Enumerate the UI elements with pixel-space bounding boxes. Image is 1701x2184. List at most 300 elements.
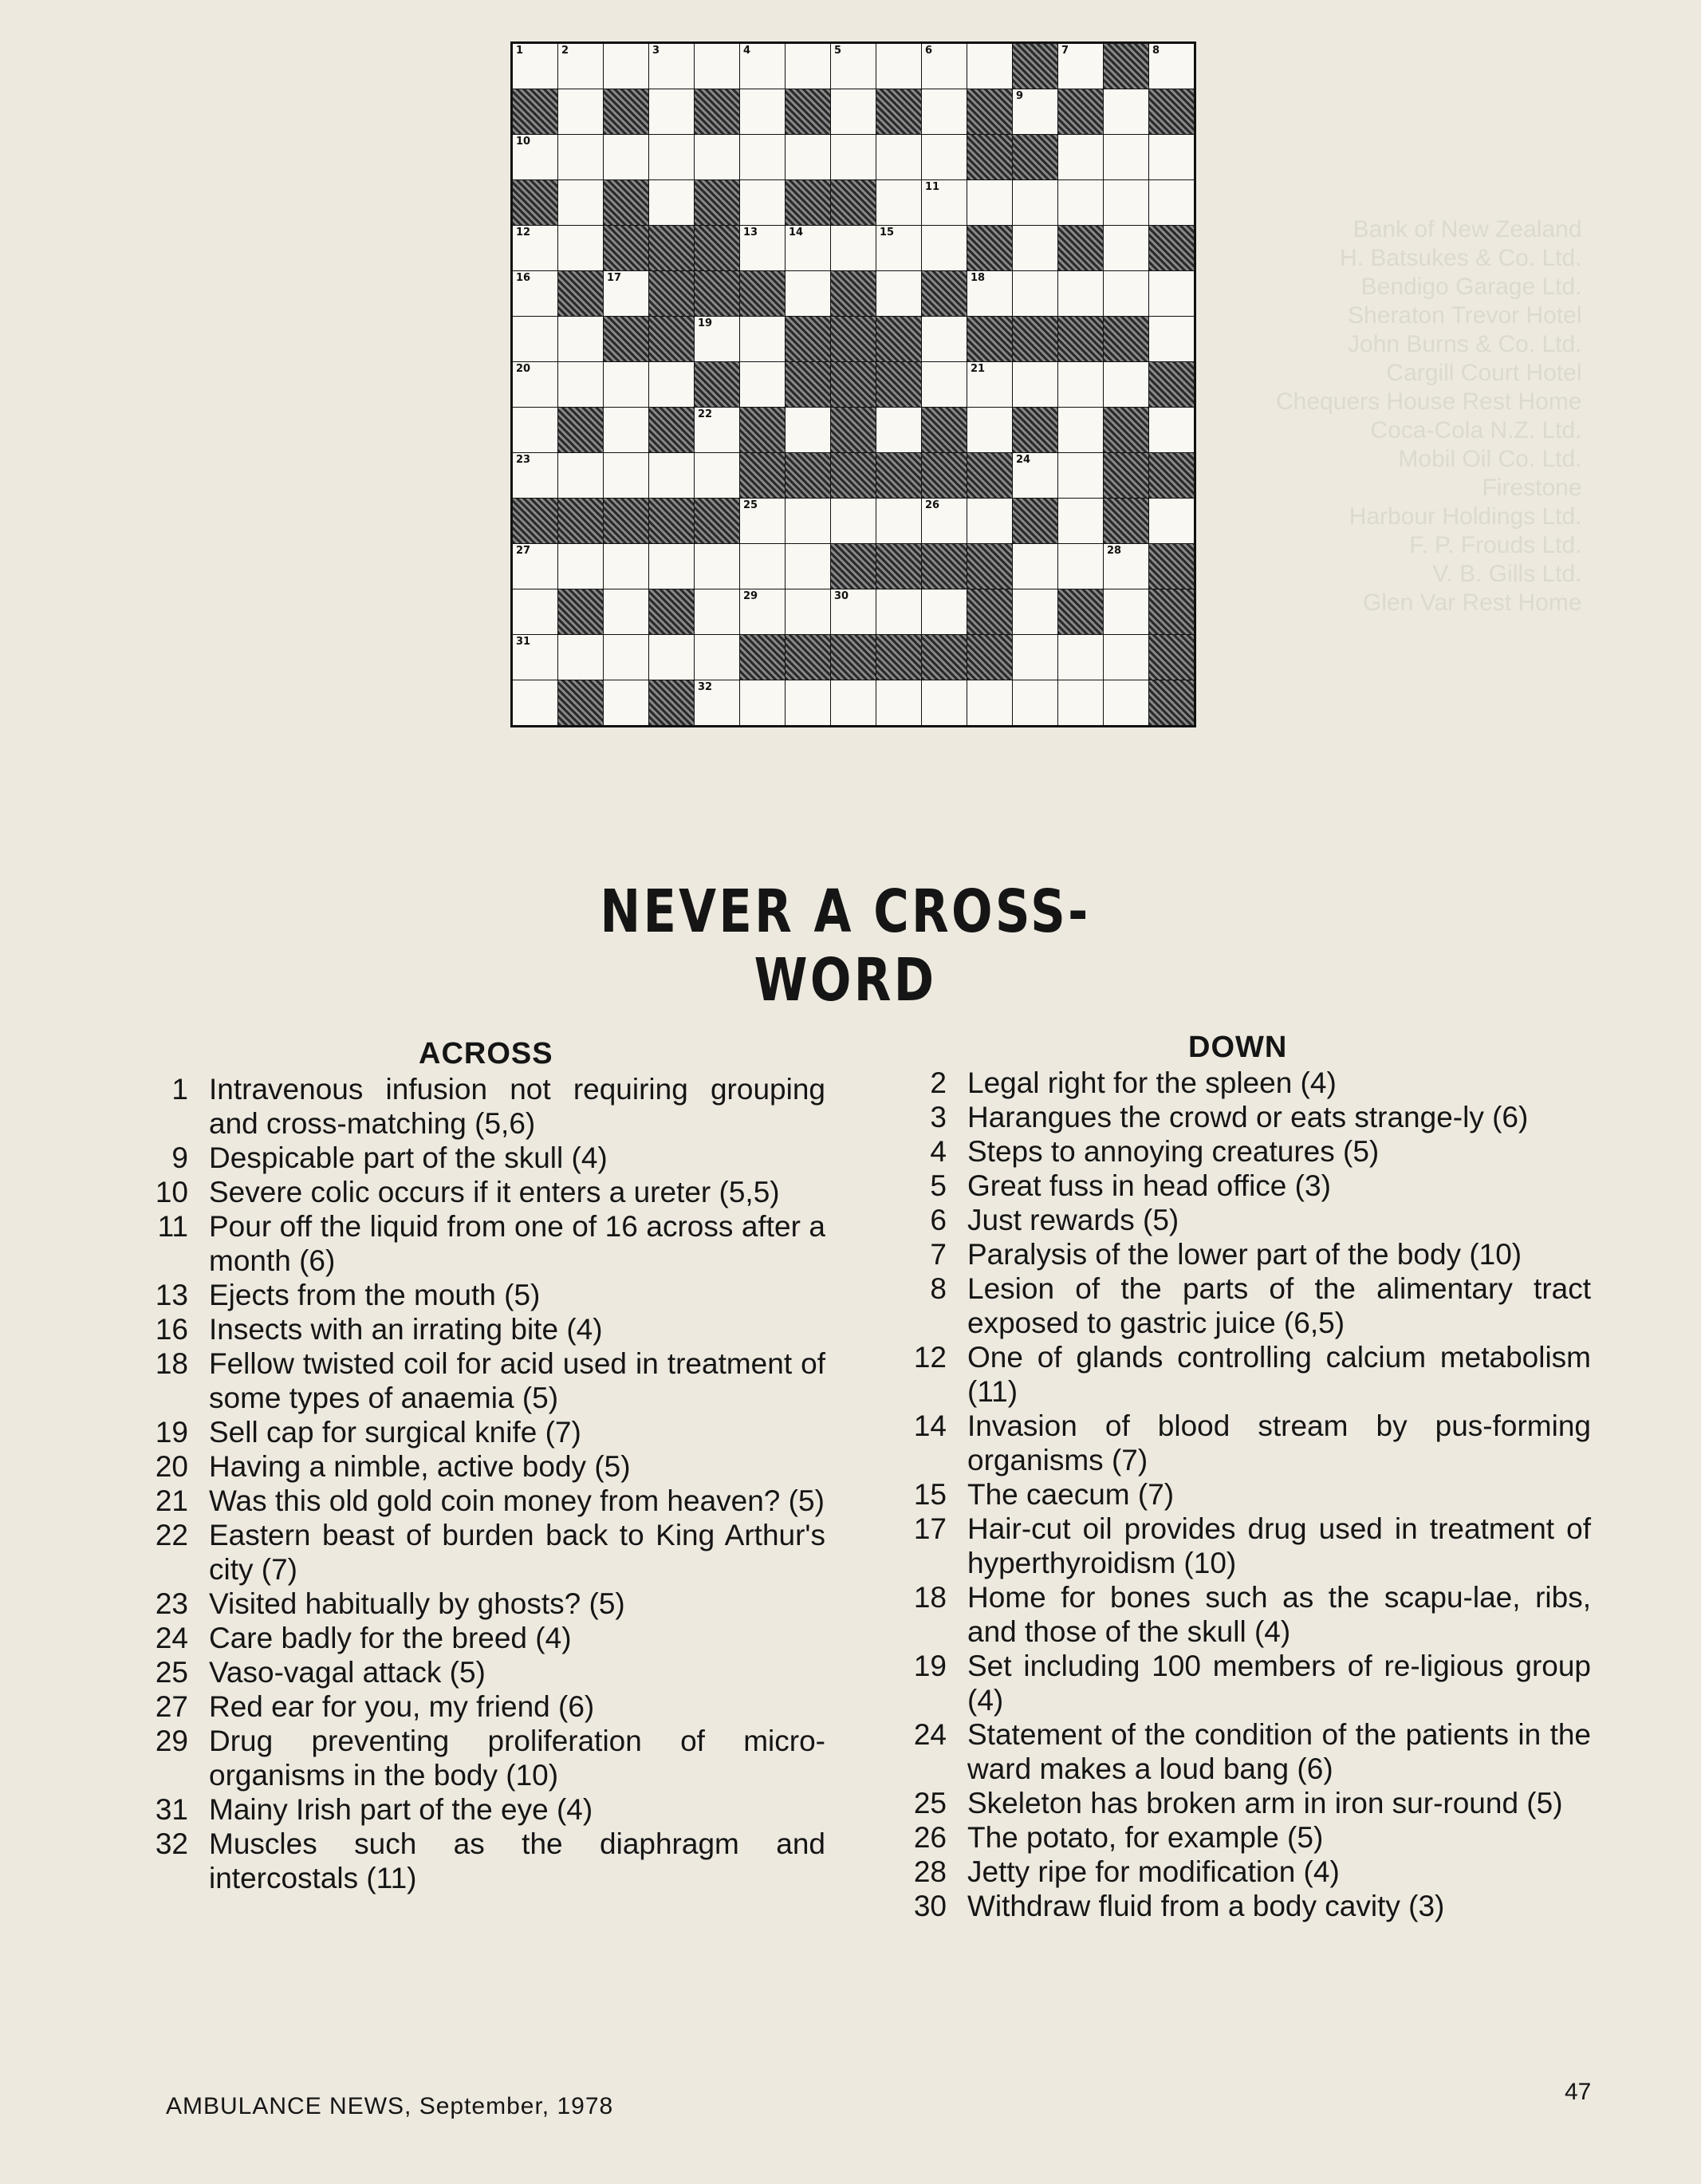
across-clue — [144, 1518, 825, 1587]
grid-cell-black — [558, 408, 603, 452]
grid-cell-white[interactable] — [513, 271, 557, 316]
across-clue — [144, 1484, 825, 1518]
grid-cell-white[interactable] — [1013, 362, 1057, 407]
clue-text: Harangues the crowd or eats strange-ly (6) — [967, 1101, 1529, 1133]
grid-cell-white[interactable] — [649, 362, 694, 407]
grid-clue-number: 3 — [652, 45, 660, 57]
grid-clue-number: 32 — [698, 681, 713, 693]
clue-number: 4 — [930, 1135, 947, 1168]
grid-cell-white[interactable] — [1058, 635, 1103, 680]
grid-cell-white[interactable] — [786, 135, 830, 179]
clue-text: Paralysis of the lower part of the body (10) — [967, 1238, 1522, 1271]
grid-cell-white[interactable] — [967, 680, 1012, 725]
clue-text: The potato, for example (5) — [967, 1821, 1324, 1854]
across-clue — [144, 1689, 825, 1724]
grid-cell-black — [967, 589, 1012, 634]
grid-cell-white[interactable] — [1104, 135, 1148, 179]
grid-cell-white[interactable] — [876, 180, 921, 225]
grid-cell-white[interactable] — [558, 362, 603, 407]
grid-cell-white[interactable] — [1104, 589, 1148, 634]
grid-cell-black — [876, 544, 921, 589]
clue-text: Vaso-vagal attack (5) — [209, 1656, 486, 1689]
grid-cell-black — [695, 89, 739, 134]
across-clue — [144, 1072, 825, 1141]
crossword-grid-wrapper — [510, 41, 1196, 727]
grid-cell-white[interactable] — [513, 408, 557, 452]
grid-clue-number: 2 — [561, 45, 569, 57]
grid-clue-number: 7 — [1061, 45, 1069, 57]
grid-clue-number: 17 — [607, 272, 622, 284]
grid-cell-white[interactable] — [558, 317, 603, 361]
grid-cell-white[interactable] — [876, 271, 921, 316]
grid-cell-white[interactable] — [695, 453, 739, 498]
grid-cell-white[interactable] — [1058, 180, 1103, 225]
clue-number: 1 — [171, 1073, 188, 1106]
clue-text: Jetty ripe for modification (4) — [967, 1855, 1340, 1888]
grid-cell-white[interactable] — [513, 680, 557, 725]
grid-cell-white[interactable] — [786, 544, 830, 589]
grid-cell-white[interactable] — [967, 180, 1012, 225]
clue-text: Visited habitually by ghosts? (5) — [209, 1587, 625, 1620]
grid-cell-black — [740, 453, 785, 498]
grid-cell-white[interactable] — [513, 635, 557, 680]
grid-cell-white[interactable] — [831, 44, 876, 89]
grid-cell-black — [558, 589, 603, 634]
across-clue — [144, 1449, 825, 1484]
grid-clue-number: 26 — [925, 499, 940, 511]
grid-clue-number: 13 — [743, 227, 758, 239]
grid-cell-white[interactable] — [558, 89, 603, 134]
grid-cell-black — [695, 362, 739, 407]
grid-cell-white[interactable] — [786, 680, 830, 725]
grid-cell-black — [558, 271, 603, 316]
grid-cell-black — [922, 271, 967, 316]
grid-clue-number: 27 — [516, 545, 531, 557]
clue-text: Withdraw fluid from a body cavity (3) — [967, 1890, 1445, 1922]
down-clue — [905, 1717, 1591, 1786]
clue-text: Skeleton has broken arm in iron sur-round (5) — [967, 1787, 1563, 1819]
across-clue — [144, 1346, 825, 1415]
grid-cell-black — [831, 362, 876, 407]
down-heading: DOWN — [1188, 1031, 1288, 1064]
grid-cell-white[interactable] — [558, 180, 603, 225]
grid-cell-black — [1149, 635, 1194, 680]
clue-number: 23 — [155, 1587, 188, 1620]
clue-number: 29 — [155, 1725, 188, 1757]
grid-cell-white[interactable] — [922, 317, 967, 361]
grid-cell-white[interactable] — [649, 44, 694, 89]
clue-text: Eastern beast of burden back to King Arthur's city (7) — [209, 1519, 825, 1586]
grid-clue-number: 11 — [925, 181, 940, 193]
clue-number: 28 — [913, 1855, 947, 1888]
grid-cell-black — [1058, 89, 1103, 134]
grid-cell-black — [740, 635, 785, 680]
grid-cell-white[interactable] — [922, 589, 967, 634]
across-clue — [144, 1141, 825, 1175]
clue-number: 17 — [913, 1512, 947, 1545]
grid-cell-white[interactable] — [1013, 453, 1057, 498]
grid-cell-white[interactable] — [513, 362, 557, 407]
grid-cell-white[interactable] — [1149, 408, 1194, 452]
grid-cell-black — [1013, 44, 1057, 89]
grid-cell-white[interactable] — [1149, 180, 1194, 225]
clue-text: Drug preventing proliferation of micro-organisms in the body (10) — [209, 1725, 825, 1792]
grid-cell-white[interactable] — [649, 135, 694, 179]
grid-cell-white[interactable] — [513, 453, 557, 498]
grid-cell-white[interactable] — [831, 680, 876, 725]
across-clue-list — [144, 1072, 825, 1895]
clue-text: Despicable part of the skull (4) — [209, 1141, 608, 1174]
grid-cell-black — [786, 635, 830, 680]
grid-clue-number: 1 — [516, 45, 524, 57]
grid-cell-black — [1013, 317, 1057, 361]
grid-cell-white[interactable] — [740, 362, 785, 407]
grid-cell-white[interactable] — [604, 589, 648, 634]
grid-cell-black — [649, 680, 694, 725]
grid-cell-white[interactable] — [1013, 226, 1057, 270]
across-heading: ACROSS — [419, 1037, 553, 1070]
grid-cell-white[interactable] — [1013, 180, 1057, 225]
grid-cell-white[interactable] — [558, 544, 603, 589]
grid-cell-white[interactable] — [1104, 89, 1148, 134]
grid-cell-white[interactable] — [695, 44, 739, 89]
grid-cell-white[interactable] — [831, 499, 876, 543]
grid-cell-black — [967, 453, 1012, 498]
grid-cell-white[interactable] — [513, 44, 557, 89]
grid-cell-white[interactable] — [695, 317, 739, 361]
grid-cell-white[interactable] — [740, 44, 785, 89]
grid-cell-white[interactable] — [1058, 135, 1103, 179]
grid-cell-black — [1149, 226, 1194, 270]
grid-cell-white[interactable] — [558, 135, 603, 179]
grid-cell-white[interactable] — [1149, 271, 1194, 316]
down-clue — [905, 1649, 1591, 1717]
clue-number: 30 — [913, 1890, 947, 1922]
grid-cell-white[interactable] — [876, 135, 921, 179]
across-clue — [144, 1621, 825, 1655]
grid-cell-black — [1058, 317, 1103, 361]
grid-cell-white[interactable] — [831, 89, 876, 134]
across-clue — [144, 1209, 825, 1278]
grid-cell-white[interactable] — [1058, 408, 1103, 452]
grid-cell-white[interactable] — [604, 635, 648, 680]
grid-cell-white[interactable] — [922, 180, 967, 225]
clue-number: 5 — [930, 1169, 947, 1202]
down-clue — [905, 1512, 1591, 1580]
clue-text: Home for bones such as the scapu-lae, ribs, and those of the skull (4) — [967, 1581, 1591, 1648]
grid-cell-black — [967, 544, 1012, 589]
grid-cell-white[interactable] — [922, 44, 967, 89]
down-clue — [905, 1237, 1591, 1271]
grid-cell-white[interactable] — [740, 226, 785, 270]
grid-cell-white[interactable] — [1149, 499, 1194, 543]
grid-cell-white[interactable] — [649, 453, 694, 498]
grid-cell-white[interactable] — [1104, 271, 1148, 316]
grid-cell-black — [786, 453, 830, 498]
down-clue — [905, 1409, 1591, 1477]
clue-text: Invasion of blood stream by pus-forming organisms (7) — [967, 1409, 1591, 1476]
clue-number: 25 — [913, 1787, 947, 1819]
grid-cell-black — [922, 453, 967, 498]
grid-cell-black — [649, 271, 694, 316]
grid-cell-white[interactable] — [1013, 589, 1057, 634]
grid-cell-black — [649, 317, 694, 361]
grid-cell-white[interactable] — [1013, 271, 1057, 316]
grid-clue-number: 9 — [1016, 90, 1024, 102]
grid-cell-white[interactable] — [1013, 89, 1057, 134]
down-clue — [905, 1169, 1591, 1203]
grid-cell-black — [922, 635, 967, 680]
grid-cell-black — [740, 271, 785, 316]
page-title: NEVER A CROSS-WORD — [600, 877, 1091, 1015]
grid-cell-white[interactable] — [922, 89, 967, 134]
grid-cell-white[interactable] — [740, 499, 785, 543]
grid-clue-number: 21 — [971, 363, 986, 375]
grid-cell-white[interactable] — [922, 362, 967, 407]
grid-cell-black — [649, 408, 694, 452]
grid-cell-black — [967, 635, 1012, 680]
grid-cell-white[interactable] — [558, 226, 603, 270]
grid-cell-white[interactable] — [1058, 271, 1103, 316]
grid-cell-white[interactable] — [876, 499, 921, 543]
grid-cell-white[interactable] — [513, 317, 557, 361]
grid-cell-white[interactable] — [831, 135, 876, 179]
clue-text: Steps to annoying creatures (5) — [967, 1135, 1380, 1168]
grid-cell-black — [876, 453, 921, 498]
grid-cell-white[interactable] — [740, 135, 785, 179]
grid-cell-white[interactable] — [831, 589, 876, 634]
clue-text: Statement of the condition of the patients in the ward makes a loud bang (6) — [967, 1718, 1591, 1785]
grid-cell-black — [831, 180, 876, 225]
grid-cell-white[interactable] — [740, 317, 785, 361]
grid-cell-white[interactable] — [1149, 44, 1194, 89]
grid-cell-white[interactable] — [604, 271, 648, 316]
grid-cell-black — [831, 635, 876, 680]
grid-cell-black — [876, 317, 921, 361]
grid-cell-white[interactable] — [786, 44, 830, 89]
across-clue — [144, 1724, 825, 1792]
grid-cell-black — [1013, 408, 1057, 452]
grid-cell-white[interactable] — [1058, 44, 1103, 89]
grid-cell-white[interactable] — [558, 453, 603, 498]
grid-cell-white[interactable] — [740, 180, 785, 225]
grid-cell-white[interactable] — [786, 271, 830, 316]
down-clue — [905, 1271, 1591, 1340]
grid-cell-white[interactable] — [786, 499, 830, 543]
grid-cell-white[interactable] — [740, 589, 785, 634]
grid-cell-black — [831, 453, 876, 498]
grid-cell-white[interactable] — [695, 408, 739, 452]
grid-cell-white[interactable] — [1104, 544, 1148, 589]
clue-number: 7 — [930, 1238, 947, 1271]
grid-clue-number: 30 — [834, 590, 849, 602]
grid-clue-number: 24 — [1016, 454, 1031, 466]
grid-cell-white[interactable] — [967, 271, 1012, 316]
grid-cell-black — [786, 180, 830, 225]
grid-cell-white[interactable] — [604, 544, 648, 589]
grid-cell-white[interactable] — [695, 135, 739, 179]
across-clue — [144, 1827, 825, 1895]
clue-text: Legal right for the spleen (4) — [967, 1066, 1337, 1099]
grid-cell-white[interactable] — [695, 680, 739, 725]
grid-cell-white[interactable] — [1013, 680, 1057, 725]
grid-cell-white[interactable] — [649, 635, 694, 680]
grid-cell-white[interactable] — [967, 362, 1012, 407]
grid-cell-white[interactable] — [1058, 453, 1103, 498]
grid-cell-black — [513, 89, 557, 134]
grid-cell-black — [695, 499, 739, 543]
clue-number: 19 — [913, 1650, 947, 1682]
grid-cell-white[interactable] — [1058, 499, 1103, 543]
grid-cell-white[interactable] — [649, 89, 694, 134]
grid-cell-white[interactable] — [1104, 635, 1148, 680]
grid-cell-white[interactable] — [1058, 680, 1103, 725]
clue-number: 2 — [930, 1066, 947, 1099]
grid-cell-white[interactable] — [513, 135, 557, 179]
grid-clue-number: 16 — [516, 272, 531, 284]
grid-cell-white[interactable] — [922, 499, 967, 543]
grid-cell-white[interactable] — [922, 680, 967, 725]
grid-cell-white[interactable] — [1058, 544, 1103, 589]
grid-cell-white[interactable] — [695, 589, 739, 634]
grid-cell-white[interactable] — [876, 44, 921, 89]
down-clue — [905, 1786, 1591, 1820]
clue-text: Pour off the liquid from one of 16 across after a month (6) — [209, 1210, 825, 1277]
grid-cell-white[interactable] — [1104, 362, 1148, 407]
clue-text: Fellow twisted coil for acid used in treatment of some types of anaemia (5) — [209, 1347, 825, 1414]
grid-cell-white[interactable] — [922, 135, 967, 179]
grid-cell-white[interactable] — [1058, 362, 1103, 407]
grid-cell-white[interactable] — [513, 544, 557, 589]
grid-cell-black — [1149, 453, 1194, 498]
grid-cell-white[interactable] — [967, 44, 1012, 89]
grid-cell-black — [831, 544, 876, 589]
grid-clue-number: 20 — [516, 363, 531, 375]
grid-cell-black — [695, 180, 739, 225]
grid-cell-black — [1104, 317, 1148, 361]
page-number: 47 — [1565, 2079, 1592, 2105]
across-clue — [144, 1792, 825, 1827]
grid-cell-white[interactable] — [513, 589, 557, 634]
grid-cell-black — [513, 499, 557, 543]
clue-number: 9 — [171, 1141, 188, 1174]
clue-number: 13 — [155, 1279, 188, 1311]
grid-cell-white[interactable] — [876, 589, 921, 634]
grid-cell-white[interactable] — [967, 408, 1012, 452]
grid-cell-white[interactable] — [604, 680, 648, 725]
grid-cell-white[interactable] — [876, 680, 921, 725]
grid-cell-black — [786, 89, 830, 134]
grid-clue-number: 28 — [1107, 545, 1122, 557]
grid-cell-white[interactable] — [786, 226, 830, 270]
grid-cell-black — [649, 226, 694, 270]
grid-cell-white[interactable] — [604, 453, 648, 498]
grid-cell-white[interactable] — [695, 544, 739, 589]
grid-clue-number: 5 — [834, 45, 842, 57]
down-clue — [905, 1580, 1591, 1649]
grid-cell-black — [967, 89, 1012, 134]
grid-cell-white[interactable] — [786, 589, 830, 634]
clue-number: 24 — [913, 1718, 947, 1751]
grid-cell-white[interactable] — [1149, 135, 1194, 179]
grid-cell-black — [922, 408, 967, 452]
grid-cell-white[interactable] — [876, 226, 921, 270]
grid-cell-white[interactable] — [1149, 317, 1194, 361]
grid-cell-white[interactable] — [967, 499, 1012, 543]
clue-text: Hair-cut oil provides drug used in treatment of hyperthyroidism (10) — [967, 1512, 1591, 1579]
clue-number: 18 — [155, 1347, 188, 1380]
grid-cell-white[interactable] — [604, 362, 648, 407]
grid-cell-black — [604, 89, 648, 134]
down-clue — [905, 1100, 1591, 1134]
grid-cell-black — [876, 362, 921, 407]
clue-number: 26 — [913, 1821, 947, 1854]
grid-cell-white[interactable] — [604, 135, 648, 179]
grid-cell-white[interactable] — [740, 680, 785, 725]
clue-text: Was this old gold coin money from heaven? (5) — [209, 1484, 825, 1517]
grid-cell-black — [649, 499, 694, 543]
grid-cell-black — [1058, 226, 1103, 270]
clue-text: Care badly for the breed (4) — [209, 1622, 572, 1654]
grid-cell-black — [604, 499, 648, 543]
grid-cell-white[interactable] — [1104, 226, 1148, 270]
grid-cell-white[interactable] — [1104, 180, 1148, 225]
grid-cell-black — [786, 362, 830, 407]
grid-clue-number: 10 — [516, 136, 531, 148]
grid-cell-white[interactable] — [558, 44, 603, 89]
clue-number: 20 — [155, 1450, 188, 1483]
grid-cell-black — [604, 180, 648, 225]
crossword-grid — [510, 41, 1196, 727]
grid-cell-white[interactable] — [513, 226, 557, 270]
down-clue — [905, 1203, 1591, 1237]
across-clue — [144, 1415, 825, 1449]
clue-number: 27 — [155, 1690, 188, 1723]
clue-text: Insects with an irrating bite (4) — [209, 1313, 603, 1346]
grid-cell-black — [831, 317, 876, 361]
grid-cell-white[interactable] — [876, 408, 921, 452]
grid-clue-number: 22 — [698, 408, 713, 420]
grid-cell-white[interactable] — [922, 226, 967, 270]
clue-number: 31 — [155, 1793, 188, 1826]
grid-clue-number: 12 — [516, 227, 531, 239]
grid-cell-black — [1013, 135, 1057, 179]
clue-number: 8 — [930, 1272, 947, 1305]
clue-number: 19 — [155, 1416, 188, 1449]
grid-cell-white[interactable] — [695, 635, 739, 680]
grid-cell-black — [604, 317, 648, 361]
grid-cell-white[interactable] — [1013, 544, 1057, 589]
grid-cell-black — [1058, 589, 1103, 634]
grid-cell-white[interactable] — [604, 44, 648, 89]
grid-cell-white[interactable] — [649, 544, 694, 589]
grid-cell-white[interactable] — [558, 635, 603, 680]
clue-text: One of glands controlling calcium metabolism (11) — [967, 1341, 1591, 1408]
across-clue — [144, 1278, 825, 1312]
grid-cell-black — [1149, 89, 1194, 134]
grid-cell-white[interactable] — [649, 180, 694, 225]
grid-cell-white[interactable] — [1013, 635, 1057, 680]
grid-cell-white[interactable] — [786, 408, 830, 452]
grid-clue-number: 29 — [743, 590, 758, 602]
grid-cell-white[interactable] — [740, 89, 785, 134]
grid-cell-white[interactable] — [740, 544, 785, 589]
grid-cell-white[interactable] — [1104, 680, 1148, 725]
grid-cell-black — [967, 135, 1012, 179]
grid-cell-white[interactable] — [604, 408, 648, 452]
grid-cell-white[interactable] — [831, 226, 876, 270]
grid-cell-black — [695, 271, 739, 316]
